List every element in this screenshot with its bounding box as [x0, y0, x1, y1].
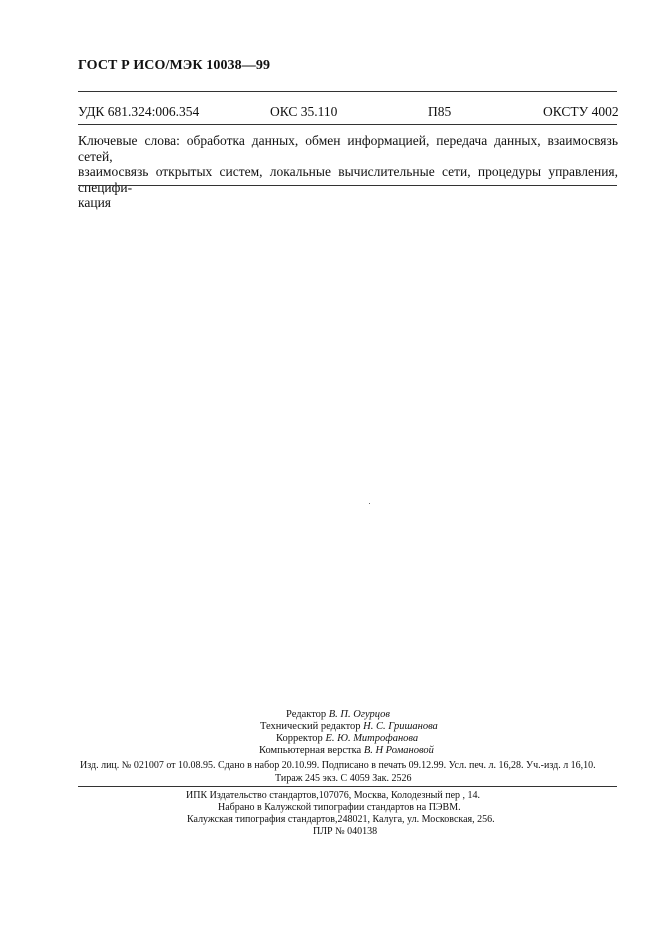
tech-editor-role: Технический редактор: [260, 721, 361, 732]
keywords-divider: [78, 185, 617, 186]
layout-role: Компьютерная верстка: [259, 745, 362, 756]
tech-editor-credit: [260, 721, 438, 732]
keywords-line-2: взаимосвязь открытых систем, локальные вычислительные сети, процедуры управления, специфи-: [78, 164, 618, 195]
corrector-role: Корректор: [276, 733, 323, 744]
publisher-line-3: Калужская типография стандартов,248021, Калуга, ул. Московская, 256.: [187, 814, 495, 825]
imprint-line-1: Изд. лиц. № 021007 от 10.08.95. Сдано в набор 20.10.99. Подписано в печать 09.12.99. Усл. печ. л. 16,28. Уч.-изд. л 16,10.: [80, 760, 596, 771]
publisher-line-4: ПЛР № 040138: [313, 826, 378, 837]
udk-code: УДК 681.324:006.354: [78, 104, 200, 119]
group-code: П85: [428, 104, 452, 119]
tech-editor-name: Н. С. Гришанова: [363, 721, 438, 732]
publisher-line-2: Набрано в Калужской типографии стандартов на ПЭВМ.: [218, 802, 461, 813]
imprint-line-2: Тираж 245 экз. С 4059 Зак. 2526: [275, 773, 412, 784]
editor-role: Редактор: [286, 709, 327, 720]
okstu-code: ОКСТУ 4002: [543, 104, 619, 119]
top-divider: [78, 91, 617, 92]
layout-name: В. Н Романовой: [363, 745, 434, 756]
classification-divider: [78, 124, 617, 125]
layout-credit: [259, 745, 434, 756]
corrector-name: Е. Ю. Митрофанова: [325, 733, 419, 744]
keywords-block: [78, 133, 618, 211]
editor-name: В. П. Огурцов: [328, 709, 390, 720]
keywords-line-3: кация: [78, 195, 112, 210]
page-speck: [369, 503, 370, 504]
oks-code: ОКС 35.110: [270, 104, 338, 119]
standard-title: ГОСТ Р ИСО/МЭК 10038—99: [78, 58, 271, 73]
editor-credit: [286, 709, 390, 720]
publisher-line-1: ИПК Издательство стандартов,107076, Москва, Колодезный пер , 14.: [186, 790, 481, 801]
keywords-line-1: Ключевые слова: обработка данных, обмен информацией, передача данных, взаимосвязь сетей,: [78, 133, 618, 164]
imprint-divider: [78, 786, 617, 787]
corrector-credit: [276, 733, 418, 744]
